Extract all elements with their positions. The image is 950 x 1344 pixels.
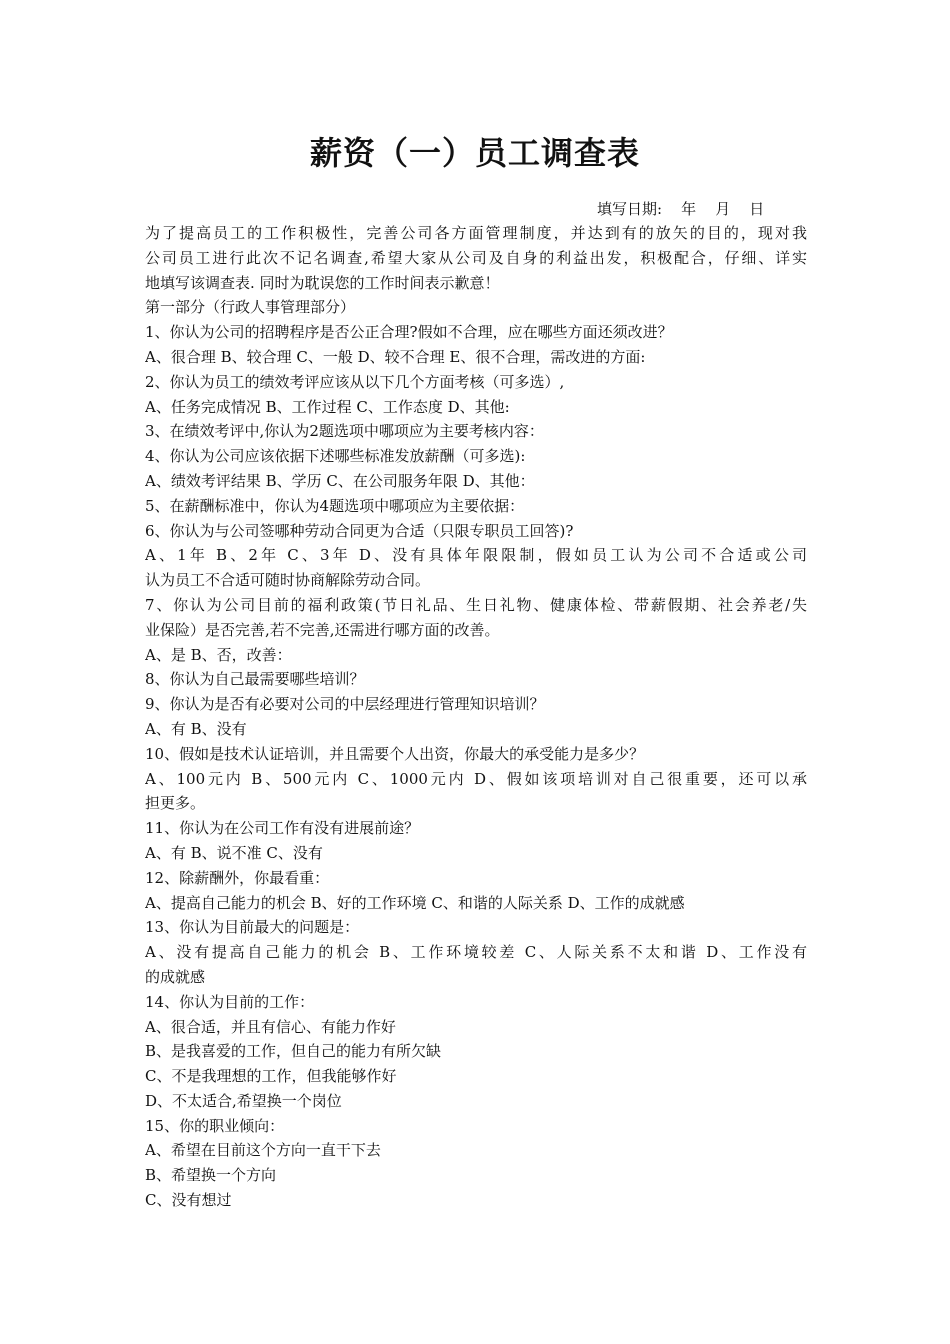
- text-line: 担更多。: [145, 794, 206, 813]
- text-line: A、有 B、说不准 C、没有: [145, 843, 323, 862]
- text-line: 第一部分（行政人事管理部分）: [145, 298, 356, 317]
- text-line: 的成就感: [145, 967, 206, 986]
- text-line: A、绩效考评结果 B、学历 C、在公司服务年限 D、其他：: [145, 471, 535, 490]
- text-line: B、是我喜爱的工作，但自己的能力有所欠缺: [145, 1042, 442, 1061]
- text-line: 认为员工不合适可随时协商解除劳动合同。: [145, 571, 431, 590]
- text-line: 为了提高员工的工作积极性，完善公司各方面管理制度，并达到有的放矢的目的，现对我: [145, 224, 807, 242]
- page-title: 薪资（一）员工调查表: [309, 134, 640, 172]
- text-line: A、没有提高自己能力的机会 B、工作环境较差 C、人际关系不太和谐 D、工作没有: [145, 943, 807, 962]
- text-line: A、希望在目前这个方向一直干下去: [145, 1141, 381, 1160]
- text-line: 地填写该调查表. 同时为耽误您的工作时间表示歉意！: [145, 273, 500, 292]
- text-line: 12、除薪酬外，你最看重：: [145, 868, 330, 887]
- text-line: A、有 B、没有: [145, 719, 247, 738]
- text-line: 7、你认为公司目前的福利政策(节日礼品、生日礼物、健康体检、带薪假期、社会养老/失: [145, 595, 807, 614]
- text-line: 10、假如是技术认证培训，并且需要个人出资，你最大的承受能力是多少？: [145, 744, 645, 763]
- text-line: 3、在绩效考评中,你认为2题选项中哪项应为主要考核内容：: [145, 422, 544, 441]
- text-line: 公司员工进行此次不记名调查,希望大家从公司及自身的利益出发，积极配合，仔细、详实: [145, 248, 807, 267]
- text-line: 6、你认为与公司签哪种劳动合同更为合适（只限专职员工回答)?: [145, 521, 574, 540]
- text-line: A、1年 B、2年 C、3年 D、没有具体年限限制，假如员工认为公司不合适或公司: [145, 546, 807, 565]
- text-line: C、没有想过: [145, 1191, 232, 1210]
- text-line: 14、你认为目前的工作：: [145, 992, 315, 1011]
- text-line: A、很合适，并且有信心、有能力作好: [145, 1017, 396, 1036]
- text-line: 9、你认为是否有必要对公司的中层经理进行管理知识培训？: [145, 695, 545, 714]
- text-line: 8、你认为自己最需要哪些培训？: [145, 670, 365, 689]
- text-line: A、任务完成情况 B、工作过程 C、工作态度 D、其他:: [145, 397, 510, 416]
- text-line: B、希望换一个方向: [145, 1166, 277, 1185]
- text-line: 1、你认为公司的招聘程序是否公正合理?假如不合理，应在哪些方面还须改进？: [145, 323, 673, 342]
- text-line: A、很合理 B、较合理 C、一般 D、较不合理 E、很不合理，需改进的方面:: [145, 347, 646, 366]
- text-line: A、提高自己能力的机会 B、好的工作环境 C、和谐的人际关系 D、工作的成就感: [145, 893, 685, 912]
- text-line: 4、你认为公司应该依据下述哪些标准发放薪酬（可多选):: [145, 447, 526, 466]
- survey-body: [145, 221, 807, 1213]
- text-line: 2、你认为员工的绩效考评应该从以下几个方面考核（可多选）,: [145, 372, 565, 391]
- text-line: 15、你的职业倾向：: [145, 1116, 285, 1135]
- text-line: A、是 B、否，改善：: [145, 645, 292, 664]
- text-line: C、不是我理想的工作，但我能够作好: [145, 1067, 397, 1086]
- text-line: 13、你认为目前最大的问题是：: [145, 918, 360, 937]
- text-line: 11、你认为在公司工作有没有进展前途？: [145, 819, 420, 838]
- text-line: 5、在薪酬标准中，你认为4题选项中哪项应为主要依据：: [145, 496, 525, 515]
- text-line: A、100元内 B、500元内 C、1000元内 D、假如该项培训对自己很重要，还可以承: [145, 769, 807, 788]
- text-line: 业保险）是否完善,若不完善,还需进行哪方面的改善。: [145, 620, 500, 639]
- text-line: D、不太适合,希望换一个岗位: [145, 1091, 342, 1110]
- fill-date-line: 填写日期: 年 月 日: [597, 200, 765, 218]
